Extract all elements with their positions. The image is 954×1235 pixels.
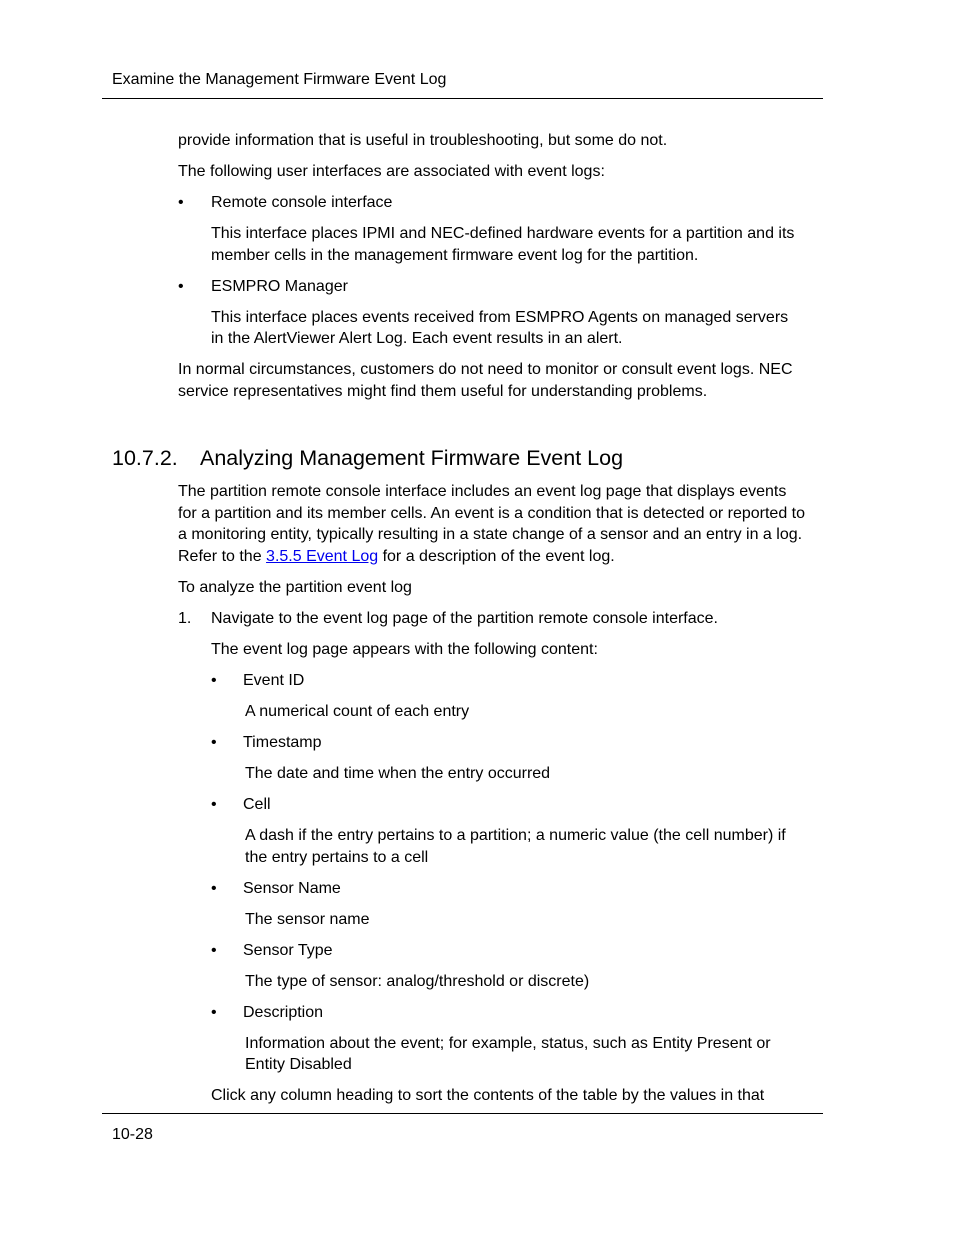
list-item-desc: This interface places IPMI and NEC-defined hardware events for a partition and its bbox=[211, 225, 795, 242]
step-sub-text: The event log page appears with the following content: bbox=[211, 641, 598, 658]
field-name: Description bbox=[243, 1004, 324, 1021]
header-rule bbox=[102, 98, 823, 99]
bullet-icon: • bbox=[211, 796, 217, 813]
procedure-title: To analyze the partition event log bbox=[178, 579, 412, 596]
field-desc: A dash if the entry pertains to a partition; a numeric value (the cell number) if bbox=[245, 827, 786, 844]
field-desc: the entry pertains to a cell bbox=[245, 849, 429, 866]
section-paragraph: The partition remote console interface includes an event log page that displays events bbox=[178, 483, 787, 500]
footer-rule bbox=[102, 1113, 823, 1114]
list-item-desc: member cells in the management firmware event log for the partition. bbox=[211, 247, 699, 264]
bullet-icon: • bbox=[178, 278, 184, 295]
intro-paragraph-3: service representatives might find them useful for understanding problems. bbox=[178, 383, 708, 400]
field-name: Timestamp bbox=[243, 734, 322, 751]
field-desc: A numerical count of each entry bbox=[245, 703, 470, 720]
intro-paragraph-1: provide information that is useful in troubleshooting, but some do not. bbox=[178, 132, 668, 149]
intro-paragraph-2: The following user interfaces are associated with event logs: bbox=[178, 163, 605, 180]
event-log-link[interactable]: 3.5.5 Event Log bbox=[266, 548, 379, 565]
bullet-icon: • bbox=[211, 880, 217, 897]
section-paragraph: a monitoring entity, typically resulting in a state change of a sensor and an entry in a log. bbox=[178, 526, 803, 543]
page-number: 10-28 bbox=[112, 1126, 153, 1143]
section-paragraph: for a partition and its member cells. An event is a condition that is detected or reported to bbox=[178, 505, 806, 522]
list-item-label: Remote console interface bbox=[211, 194, 393, 211]
list-item-label: ESMPRO Manager bbox=[211, 278, 348, 295]
bullet-icon: • bbox=[211, 942, 217, 959]
step-text: Navigate to the event log page of the partition remote console interface. bbox=[211, 610, 718, 627]
section-number: 10.7.2. bbox=[112, 446, 178, 470]
refer-text-tail: for a description of the event log. bbox=[378, 548, 615, 565]
field-desc: The type of sensor: analog/threshold or discrete) bbox=[245, 973, 590, 990]
field-name: Cell bbox=[243, 796, 271, 813]
running-header: Examine the Management Firmware Event Log bbox=[112, 71, 447, 88]
closing-text: Click any column heading to sort the contents of the table by the values in that bbox=[211, 1087, 765, 1104]
refer-text: Refer to the bbox=[178, 548, 267, 565]
field-desc: Information about the event; for example, status, such as Entity Present or bbox=[245, 1035, 771, 1052]
section-paragraph bbox=[178, 546, 615, 568]
field-desc: The date and time when the entry occurred bbox=[245, 765, 551, 782]
list-item-desc: This interface places events received from ESMPRO Agents on managed servers bbox=[211, 309, 789, 326]
bullet-icon: • bbox=[211, 1004, 217, 1021]
field-desc: The sensor name bbox=[245, 911, 370, 928]
step-number: 1. bbox=[178, 610, 192, 627]
field-name: Sensor Type bbox=[243, 942, 333, 959]
bullet-icon: • bbox=[211, 734, 217, 751]
field-name: Sensor Name bbox=[243, 880, 341, 897]
bullet-icon: • bbox=[178, 194, 184, 211]
bullet-icon: • bbox=[211, 672, 217, 689]
field-desc: Entity Disabled bbox=[245, 1056, 352, 1073]
field-name: Event ID bbox=[243, 672, 305, 689]
section-title: Analyzing Management Firmware Event Log bbox=[200, 446, 624, 470]
intro-paragraph-3: In normal circumstances, customers do not need to monitor or consult event logs. NEC bbox=[178, 361, 793, 378]
list-item-desc: in the AlertViewer Alert Log. Each event results in an alert. bbox=[211, 330, 623, 347]
